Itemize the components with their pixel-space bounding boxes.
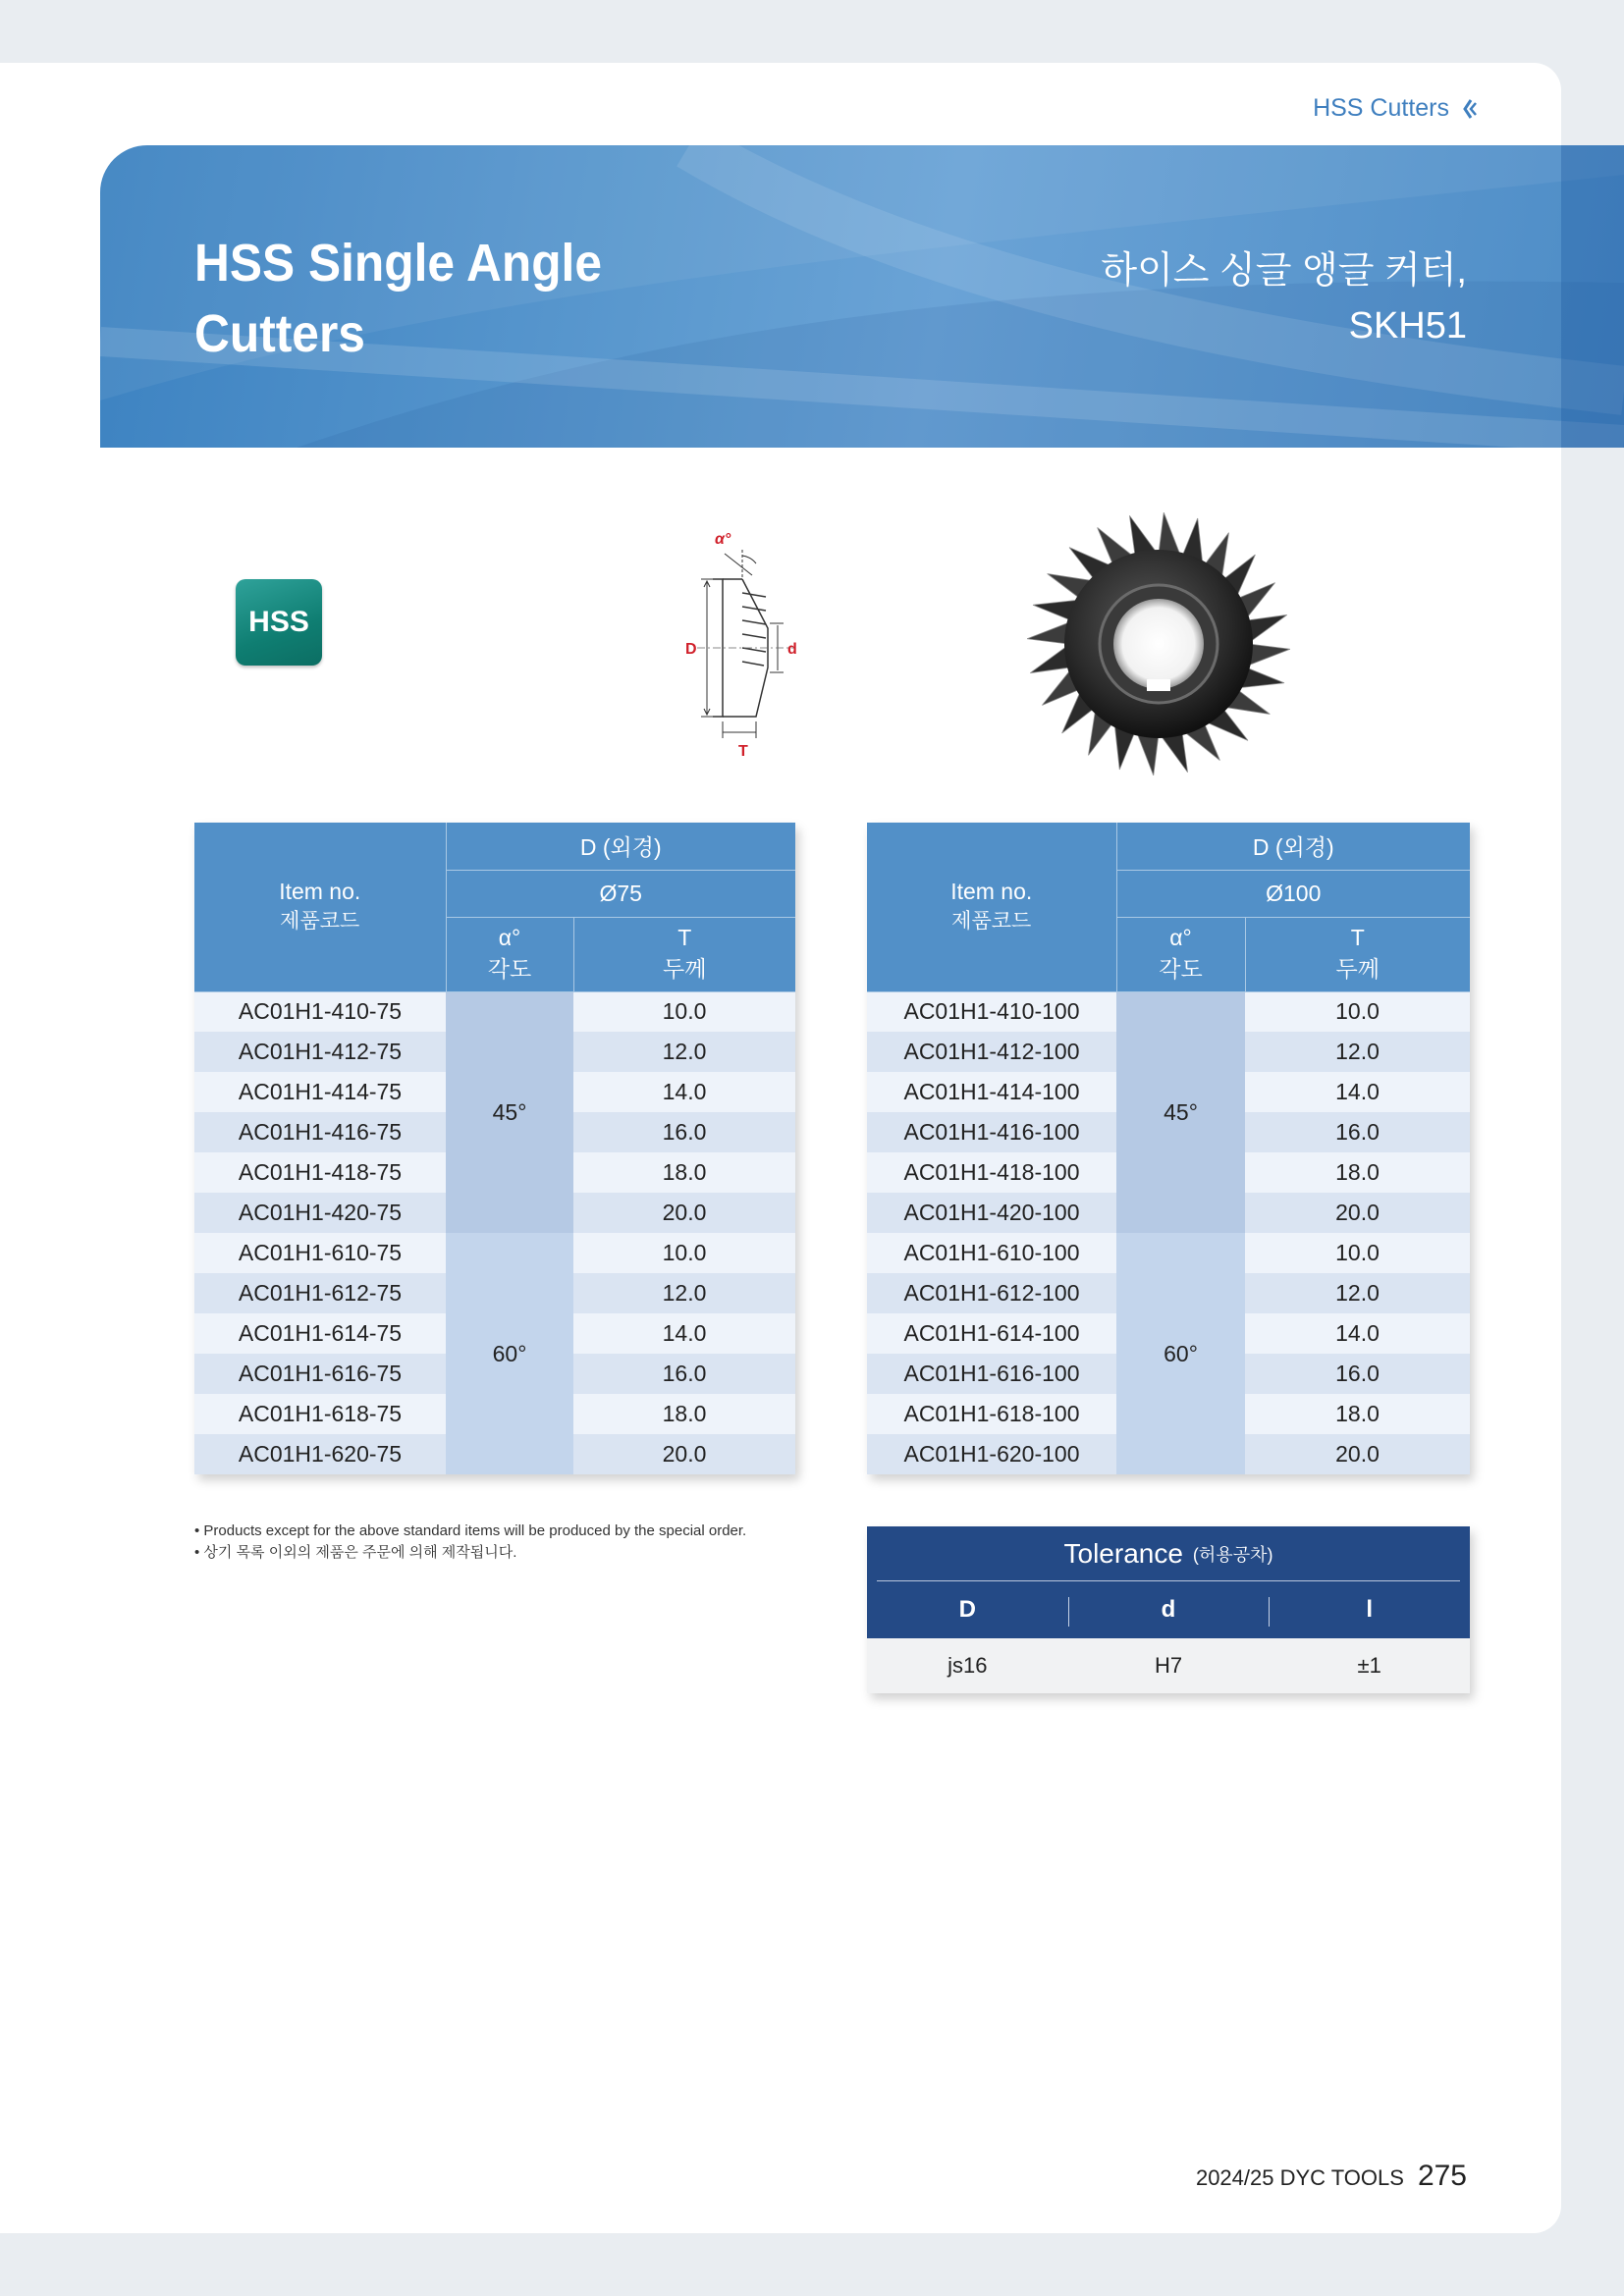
title-line-1: HSS Single Angle: [194, 234, 602, 293]
thickness-value: 20.0: [1245, 1193, 1470, 1233]
cutter-bore: [1113, 599, 1204, 689]
cutter-product-image: [1021, 512, 1296, 777]
footnote-ko: • 상기 목록 이외의 제품은 주문에 의해 제작됩니다.: [194, 1544, 517, 1561]
thickness-value: 20.0: [573, 1193, 795, 1233]
page-title: [194, 228, 602, 369]
title-banner: [100, 145, 1624, 448]
item-code: AC01H1-620-75: [194, 1434, 446, 1474]
item-code: AC01H1-412-100: [867, 1032, 1116, 1072]
thickness-value: 18.0: [1245, 1152, 1470, 1193]
hss-material-badge: HSS: [236, 579, 322, 666]
diagram-d-label: d: [787, 641, 797, 658]
thickness-value: 10.0: [1245, 991, 1470, 1032]
tolerance-columns: [867, 1581, 1470, 1638]
item-code: AC01H1-614-75: [194, 1313, 446, 1354]
tolerance-col-d: d: [1068, 1581, 1270, 1638]
thickness-header-ko: 두께: [663, 956, 707, 982]
tolerance-title-en: Tolerance: [1063, 1537, 1183, 1569]
item-code: AC01H1-418-75: [194, 1152, 446, 1193]
thickness-header-symbol: T: [677, 925, 692, 950]
outer-diameter-header: D (외경): [446, 823, 795, 870]
item-code: AC01H1-614-100: [867, 1313, 1116, 1354]
diameter-value-header: Ø100: [1116, 870, 1470, 917]
thickness-value: 18.0: [1245, 1394, 1470, 1434]
thickness-value: 18.0: [573, 1152, 795, 1193]
section-label[interactable]: [1313, 94, 1477, 123]
footnote-en: • Products except for the above standard items will be produced by the special order.: [194, 1522, 747, 1539]
thickness-value: 14.0: [1245, 1072, 1470, 1112]
item-code: AC01H1-618-75: [194, 1394, 446, 1434]
thickness-value: 20.0: [1245, 1434, 1470, 1474]
thickness-value: 14.0: [573, 1072, 795, 1112]
angle-header-symbol: α°: [1169, 925, 1192, 950]
footer-brand: 2024/25 DYC TOOLS: [1195, 2165, 1404, 2190]
thickness-value: 12.0: [573, 1032, 795, 1072]
table-row: [194, 1233, 795, 1273]
keyway: [1147, 679, 1170, 691]
thickness-value: 14.0: [573, 1313, 795, 1354]
table-row: [194, 991, 795, 1032]
page-footer: [1196, 2160, 1467, 2193]
item-code: AC01H1-416-75: [194, 1112, 446, 1152]
item-code: AC01H1-616-100: [867, 1354, 1116, 1394]
tolerance-title: [877, 1526, 1460, 1581]
diagram-alpha-label: α°: [715, 531, 731, 548]
thickness-value: 16.0: [573, 1112, 795, 1152]
item-code: AC01H1-420-100: [867, 1193, 1116, 1233]
thickness-value: 12.0: [573, 1273, 795, 1313]
cutter-dimension-diagram: [677, 520, 815, 766]
thickness-value: 12.0: [1245, 1032, 1470, 1072]
thickness-value: 10.0: [573, 1233, 795, 1273]
item-code: AC01H1-610-100: [867, 1233, 1116, 1273]
angle-header-ko: 각도: [1159, 956, 1203, 982]
spec-table-100: [867, 823, 1470, 1474]
title-line-2: Cutters: [194, 304, 365, 363]
thickness-header: [1245, 917, 1470, 991]
tolerance-value-l: ±1: [1357, 1653, 1381, 1678]
thickness-value: 16.0: [1245, 1354, 1470, 1394]
angle-cell-60: 60°: [1116, 1233, 1245, 1474]
item-no-header: [194, 823, 446, 991]
item-code: AC01H1-412-75: [194, 1032, 446, 1072]
item-code: AC01H1-620-100: [867, 1434, 1116, 1474]
thickness-value: 10.0: [573, 991, 795, 1032]
angle-cell-60: 60°: [446, 1233, 573, 1474]
tolerance-header: [867, 1526, 1470, 1638]
item-code: AC01H1-410-75: [194, 991, 446, 1032]
thickness-header-ko: 두께: [1335, 956, 1380, 982]
item-code: AC01H1-414-100: [867, 1072, 1116, 1112]
item-no-header-ko: 제품코드: [280, 910, 360, 934]
subtitle-line-2: SKH51: [1348, 305, 1467, 347]
item-code: AC01H1-610-75: [194, 1233, 446, 1273]
item-code: AC01H1-416-100: [867, 1112, 1116, 1152]
tolerance-values-row: [867, 1638, 1470, 1693]
page-number: 275: [1417, 2160, 1467, 2192]
item-code: AC01H1-616-75: [194, 1354, 446, 1394]
diagram-D-label: D: [685, 641, 697, 658]
item-code: AC01H1-618-100: [867, 1394, 1116, 1434]
tolerance-value-d: H7: [1154, 1653, 1183, 1678]
section-label-text: HSS Cutters: [1313, 94, 1449, 122]
table-row: [867, 991, 1470, 1032]
item-no-header-en: Item no.: [279, 879, 361, 905]
angle-header: [1116, 917, 1245, 991]
tolerance-value-D: js16: [947, 1653, 988, 1678]
thickness-header-symbol: T: [1350, 925, 1365, 950]
item-code: AC01H1-420-75: [194, 1193, 446, 1233]
tolerance-col-l: l: [1269, 1581, 1470, 1638]
footnotes: [194, 1521, 746, 1564]
thickness-value: 20.0: [573, 1434, 795, 1474]
item-no-header: [867, 823, 1116, 991]
subtitle-line-1: 하이스 싱글 앵글 커터,: [1101, 250, 1467, 292]
diameter-value-header: Ø75: [446, 870, 795, 917]
thickness-value: 16.0: [1245, 1112, 1470, 1152]
tolerance-title-ko: (허용공차): [1192, 1544, 1273, 1565]
table-row: [867, 1233, 1470, 1273]
outer-diameter-header: D (외경): [1116, 823, 1470, 870]
spec-table-75: [194, 823, 795, 1474]
diagram-T-label: T: [738, 743, 748, 760]
tolerance-col-D: D: [958, 1596, 976, 1623]
item-code: AC01H1-612-75: [194, 1273, 446, 1313]
angle-header-symbol: α°: [498, 925, 521, 950]
angle-header-ko: 각도: [487, 956, 532, 982]
item-code: AC01H1-418-100: [867, 1152, 1116, 1193]
angle-cell-45: 45°: [1116, 991, 1245, 1233]
thickness-header: [573, 917, 795, 991]
item-no-header-en: Item no.: [950, 879, 1033, 905]
angle-header: [446, 917, 573, 991]
thickness-value: 10.0: [1245, 1233, 1470, 1273]
item-code: AC01H1-612-100: [867, 1273, 1116, 1313]
item-code: AC01H1-410-100: [867, 991, 1116, 1032]
thickness-value: 18.0: [573, 1394, 795, 1434]
page-subtitle: [1101, 243, 1467, 353]
item-no-header-ko: 제품코드: [951, 910, 1032, 934]
thickness-value: 12.0: [1245, 1273, 1470, 1313]
angle-cell-45: 45°: [446, 991, 573, 1233]
item-code: AC01H1-414-75: [194, 1072, 446, 1112]
tolerance-table: [867, 1526, 1470, 1693]
thickness-value: 14.0: [1245, 1313, 1470, 1354]
thickness-value: 16.0: [573, 1354, 795, 1394]
double-chevron-left-icon: [1461, 97, 1477, 121]
